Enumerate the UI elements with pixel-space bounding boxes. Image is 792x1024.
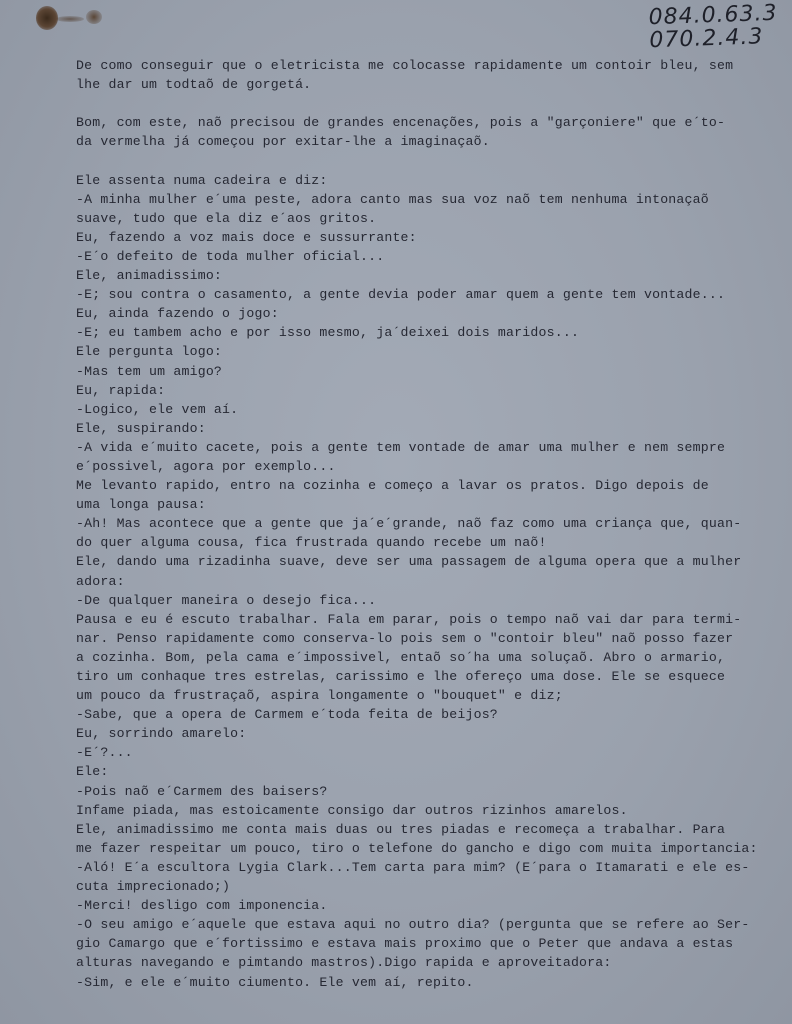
text-line: -Mas tem um amigo?: [76, 363, 223, 379]
text-line: Eu, rapida:: [76, 382, 166, 398]
text-line: Ele, animadissimo me conta mais duas ou tres piadas e recomeça a trabalhar. Para: [76, 821, 726, 837]
text-line: Bom, com este, naõ precisou de grandes encenações, pois a "garçoniere" que e´to-: [76, 115, 726, 131]
text-line: Ele:: [76, 764, 109, 780]
text-line: -Sabe, que a opera de Carmem e´toda feita de beijos?: [76, 707, 498, 723]
text-line: -E; sou contra o casamento, a gente devia poder amar quem a gente tem vontade...: [76, 287, 726, 303]
text-line: alturas navegando e pimtando mastros).Digo rapida e aproveitadora:: [76, 955, 612, 971]
text-line: me fazer respeitar um pouco, tiro o telefone do gancho e digo com muita importancia:: [76, 840, 758, 856]
text-line: De como conseguir que o eletricista me colocasse rapidamente um contoir bleu, sem: [76, 58, 734, 73]
text-line: uma longa pausa:: [76, 497, 206, 513]
text-line: Infame piada, mas estoicamente consigo dar outros rizinhos amarelos.: [76, 802, 628, 818]
text-line: Eu, fazendo a voz mais doce e sussurrante:: [76, 229, 417, 245]
text-line: adora:: [76, 573, 125, 589]
text-line: -A vida e´muito cacete, pois a gente tem vontade de amar uma mulher e nem sempre: [76, 439, 726, 455]
text-line: Pausa e eu é escuto trabalhar. Fala em parar, pois o tempo naõ vai dar para termi-: [76, 611, 742, 627]
text-line: suave, tudo que ela diz e´aos gritos.: [76, 210, 377, 226]
text-line: -Pois naõ e´Carmem des baisers?: [76, 783, 328, 799]
text-line: -E; eu tambem acho e por isso mesmo, ja´deixei dois maridos...: [76, 325, 580, 341]
text-line: Ele pergunta logo:: [76, 344, 223, 360]
text-line: -Sim, e ele e´muito ciumento. Ele vem aí, repito.: [76, 974, 474, 990]
text-line: um pouco da frustraçaõ, aspira longamente o "bouquet" e diz;: [76, 688, 563, 704]
text-line: -O seu amigo e´aquele que estava aqui no outro dia? (pergunta que se refere ao Ser-: [76, 917, 750, 933]
text-line: Me levanto rapido, entro na cozinha e começo a lavar os pratos. Digo depois de: [76, 478, 709, 494]
archive-code-line: 084.0.63.3: [648, 0, 778, 31]
text-line: da vermelha já começou por exitar-lhe a imaginaçaõ.: [76, 134, 490, 150]
text-line: Ele, suspirando:: [76, 420, 206, 436]
text-line: -Ah! Mas acontece que a gente que ja´e´grande, naõ faz como uma criança que, quan-: [76, 516, 742, 532]
text-line: -Merci! desligo com imponencia.: [76, 898, 328, 914]
ink-stain: [36, 6, 58, 30]
archive-code: [648, 2, 778, 52]
archive-code-line: 070.2.4.3: [649, 24, 764, 54]
ink-stain-small: [86, 10, 102, 24]
text-line: -Logico, ele vem aí.: [76, 401, 239, 417]
blank-line: [76, 94, 788, 113]
text-line: a cozinha. Bom, pela cama e´impossivel, entaõ so´ha uma soluçaõ. Abro o armario,: [76, 649, 726, 665]
text-line: do quer alguma cousa, fica frustrada quando recebe um naõ!: [76, 535, 547, 551]
text-line: cuta imprecionado;): [76, 879, 231, 895]
text-line: nar. Penso rapidamente como conserva-lo pois sem o "contoir bleu" naõ posso fazer: [76, 630, 734, 646]
text-line: gio Camargo que e´fortissimo e estava mais proximo que o Peter que andava a estas: [76, 936, 734, 952]
text-line: tiro um conhaque tres estrelas, carissimo e lhe ofereço uma dose. Ele se esquece: [76, 669, 726, 684]
ink-smudge: [56, 16, 84, 22]
text-line: e´possivel, agora por exemplo...: [76, 458, 336, 474]
text-line: -E´?...: [76, 745, 133, 761]
text-line: lhe dar um todtaõ de gorgetá.: [76, 77, 312, 93]
text-line: Eu, ainda fazendo o jogo:: [76, 306, 279, 322]
text-line: -Aló! E´a escultora Lygia Clark...Tem carta para mim? (E´para o Itamarati e ele es-: [76, 859, 750, 875]
text-line: Ele assenta numa cadeira e diz:: [76, 172, 328, 188]
text-line: -De qualquer maneira o desejo fica...: [76, 592, 377, 608]
text-line: -A minha mulher e´uma peste, adora canto mas sua voz naõ tem nenhuma intonaçaõ: [76, 191, 709, 207]
text-line: Ele, animadissimo:: [76, 268, 223, 284]
document-body: [76, 56, 788, 992]
text-line: Ele, dando uma rizadinha suave, deve ser uma passagem de alguma opera que a mulher: [76, 554, 742, 570]
text-line: Eu, sorrindo amarelo:: [76, 726, 247, 742]
blank-line: [76, 151, 788, 170]
text-line: -E´o defeito de toda mulher oficial...: [76, 248, 385, 264]
